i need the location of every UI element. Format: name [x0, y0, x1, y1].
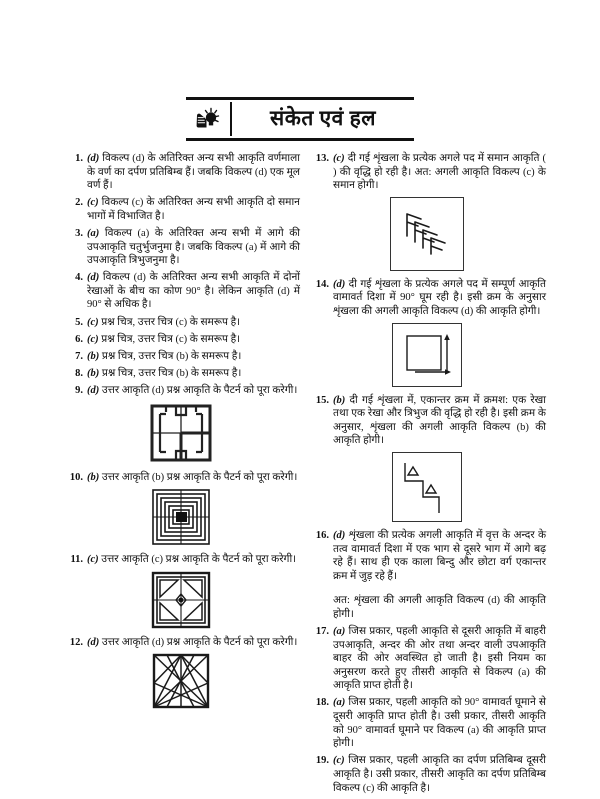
item-answer: (a) — [333, 626, 346, 637]
solution-item — [308, 529, 546, 622]
banner-rule-bottom — [186, 138, 414, 141]
item-body — [333, 529, 546, 622]
solution-item — [308, 754, 546, 795]
item-number: 11. — [70, 554, 83, 566]
item-answer: (d) — [87, 153, 100, 164]
solution-item — [62, 152, 300, 193]
item-body — [333, 152, 546, 193]
figure-14-wrap — [308, 323, 546, 387]
item-number: 19. — [315, 755, 329, 767]
item-number: 8. — [75, 367, 83, 379]
item-number: 4. — [75, 272, 83, 284]
item-body — [87, 227, 300, 268]
item-text: प्रश्न चित्र, उत्तर चित्र (c) के समरूप है। — [101, 333, 241, 345]
banner-inner — [186, 102, 414, 136]
item-body — [87, 333, 300, 347]
item-number: 18. — [315, 697, 329, 709]
item-body — [87, 271, 300, 312]
item-body — [87, 350, 300, 364]
item-number: 15. — [315, 394, 329, 406]
item-answer: (c) — [333, 755, 345, 767]
item-body — [333, 394, 546, 448]
four-repeated-flag-strokes — [390, 197, 464, 271]
solution-item — [62, 271, 300, 312]
item-text: प्रश्न चित्र, उत्तर चित्र (c) के समरूप है। — [101, 316, 241, 328]
item-body — [87, 384, 300, 398]
item-answer: (c) — [333, 153, 345, 164]
figure-10-wrap — [62, 488, 300, 546]
concentric-squares-filled-center — [150, 488, 212, 546]
item-number: 2. — [75, 197, 83, 209]
item-text: उत्तर आकृति (b) प्रश्न आकृति के पैटर्न को पूरा करेगी। — [101, 471, 298, 483]
solution-item — [62, 367, 300, 381]
item-text: प्रश्न चित्र, उत्तर चित्र (b) के समरूप है। — [101, 367, 242, 379]
item-text: जिस प्रकार, पहली आकृति को 90° वामावर्त घूमाने से दूसरी आकृति प्राप्त होती है। उसी प्रकार, तीसरी आकृति को 90° वामावर्त घूमाने पर विकल्प (a) की आकृति प्राप्त होगी। — [333, 697, 547, 750]
item-text: विकल्प (c) के अतिरिक्त अन्य सभी आकृति दो समान भागों में विभाजित है। — [87, 197, 301, 222]
solution-item — [308, 394, 546, 448]
solution-item — [308, 278, 546, 319]
item-number: 10. — [69, 471, 83, 483]
item-body — [87, 196, 300, 223]
item-answer: (c) — [87, 333, 99, 345]
item-body — [87, 367, 300, 381]
item-answer: (c) — [87, 197, 99, 209]
item-text: दी गई शृंखला के प्रत्येक अगले पद में सम्पूर्ण आकृति वामावर्त दिशा में 90° घूम रही है। इसी क्रम के अनुसार शृंखला की अगली आकृति विकल्प (d) की आकृति होगी। — [333, 278, 546, 317]
staircase-with-two-triangles — [392, 452, 462, 522]
solution-item — [62, 333, 300, 347]
figure-15-wrap — [308, 452, 546, 522]
solution-item — [62, 316, 300, 330]
solution-item — [308, 696, 546, 750]
figure-13-wrap — [308, 197, 546, 271]
item-text: विकल्प (a) के अतिरिक्त अन्य सभी में आगे की उपआकृति चतुर्भुजनुमा है। जबकि विकल्प (a) में आगे की उपआकृति त्रिभुजनुमा है। — [87, 227, 300, 267]
item-number: 7. — [75, 350, 83, 362]
item-answer: (d) — [333, 529, 346, 541]
item-answer: (d) — [333, 278, 346, 290]
item-answer: (b) — [87, 367, 100, 379]
solution-item — [62, 350, 300, 364]
hand-holding-lightbulb-icon — [186, 102, 232, 136]
item-number: 9. — [75, 384, 83, 396]
square-with-diagonal-triangles-and-center-diamond — [150, 571, 212, 629]
item-text: शृंखला की प्रत्येक अगली आकृति में वृत्त के अन्दर के तत्व वामावर्त दिशा में एक भाग से दूसरे भाग में आगे बढ़ रहे हैं। साथ ही एक काला बिन्दु और छोटा वर्ग एकान्तर क्रम में जुड़ रहे हैं। — [333, 529, 547, 582]
item-text: उत्तर आकृति (d) प्रश्न आकृति के पैटर्न को पूरा करेगी। — [101, 384, 298, 396]
item-text: जिस प्रकार, पहली आकृति से दूसरी आकृति में बाहरी उपआकृति, अन्दर की ओर तथा अन्दर वाली उपआकृति बाहर की ओर अवस्थित हो जाती है। इसी नियम का अनुसरण करते हुए तीसरी आकृति से विकल्प (a) की आकृति प्राप्त होती है। — [333, 626, 547, 692]
item-text: जिस प्रकार, पहली आकृति का दर्पण प्रतिबिम्ब दूसरी आकृति है। उसी प्रकार, तीसरी आकृति का दर्पण प्रतिबिम्ब विकल्प (c) की आकृति है। — [333, 755, 547, 794]
solution-item — [62, 471, 300, 485]
item-number: 16. — [315, 529, 329, 541]
item-text: विकल्प (d) के अतिरिक्त अन्य सभी आकृति में दोनों रेखाओं के बीच का कोण 90° है। लेकिन आकृति (d) में 90° से अधिक है। — [87, 272, 301, 311]
figure-12-wrap — [62, 653, 300, 709]
item-answer: (a) — [87, 227, 100, 239]
item-number: 13. — [315, 153, 329, 164]
item-body — [333, 625, 546, 693]
figure-11-wrap — [62, 571, 300, 629]
item-answer: (a) — [333, 697, 346, 709]
solution-item — [62, 384, 300, 398]
page-header-banner — [186, 97, 414, 141]
item-answer: (b) — [87, 350, 100, 362]
square-with-two-arrows — [392, 323, 462, 387]
item-text: दी गई शृंखला में, एकान्तर क्रम में क्रमश: एक रेखा तथा एक रेखा और त्रिभुज की वृद्धि हो रही है। इसी क्रम के अनुसार, शृंखला की अगली आकृति विकल्प (b) की आकृति होगी। — [333, 394, 546, 447]
item-answer: (d) — [87, 272, 100, 284]
item-number: 12. — [69, 636, 83, 648]
left-column — [62, 152, 300, 716]
item-answer: (d) — [87, 384, 100, 396]
item-text-continued: अत: शृंखला की अगली आकृति विकल्प (d) की आकृति होगी। — [333, 595, 546, 620]
square-with-crossing-lines-web — [150, 653, 212, 709]
item-number: 3. — [75, 227, 83, 239]
item-text: उत्तर आकृति (d) प्रश्न आकृति के पैटर्न को पूरा करेगी। — [101, 636, 298, 648]
solution-item — [62, 227, 300, 268]
item-number: 17. — [315, 626, 329, 637]
right-column — [308, 152, 546, 799]
item-text: विकल्प (d) के अतिरिक्त अन्य सभी आकृति वर्णमाला के वर्ण का दर्पण प्रतिबिम्ब हैं। जबकि विकल्प (d) एक मूल वर्ण हैं। — [87, 153, 300, 192]
page-title: संकेत एवं हल — [270, 105, 376, 130]
solution-item — [308, 625, 546, 693]
item-text: प्रश्न चित्र, उत्तर चित्र (b) के समरूप है। — [101, 350, 242, 362]
solution-item — [62, 636, 300, 650]
item-number: 14. — [315, 278, 329, 290]
item-text: उत्तर आकृति (c) प्रश्न आकृति के पैटर्न को पूरा करेगी। — [101, 554, 297, 566]
item-body — [87, 152, 300, 193]
banner-rule-top — [186, 97, 414, 100]
item-body — [333, 278, 546, 319]
solution-item — [62, 553, 300, 567]
item-body — [87, 471, 300, 485]
item-body — [87, 553, 300, 567]
item-number: 1. — [75, 153, 83, 164]
item-answer: (b) — [87, 471, 100, 483]
item-body — [87, 636, 300, 650]
item-text: दी गई शृंखला के प्रत्येक अगले पद में समान आकृति ( ) की वृद्धि हो रही है। अत: अगली आकृति विकल्प (c) के समान होगी। — [333, 153, 546, 192]
solution-item — [62, 196, 300, 223]
item-answer: (b) — [333, 394, 346, 406]
quadrant-square-with-notches — [146, 402, 216, 464]
item-number: 6. — [75, 333, 83, 345]
item-answer: (c) — [87, 316, 99, 328]
figure-9-wrap — [62, 402, 300, 464]
item-body — [333, 696, 546, 750]
item-body — [87, 316, 300, 330]
item-answer: (c) — [87, 554, 99, 566]
item-number: 5. — [75, 316, 83, 328]
item-answer: (d) — [87, 636, 100, 648]
item-body — [333, 754, 546, 795]
solution-item — [308, 152, 546, 193]
